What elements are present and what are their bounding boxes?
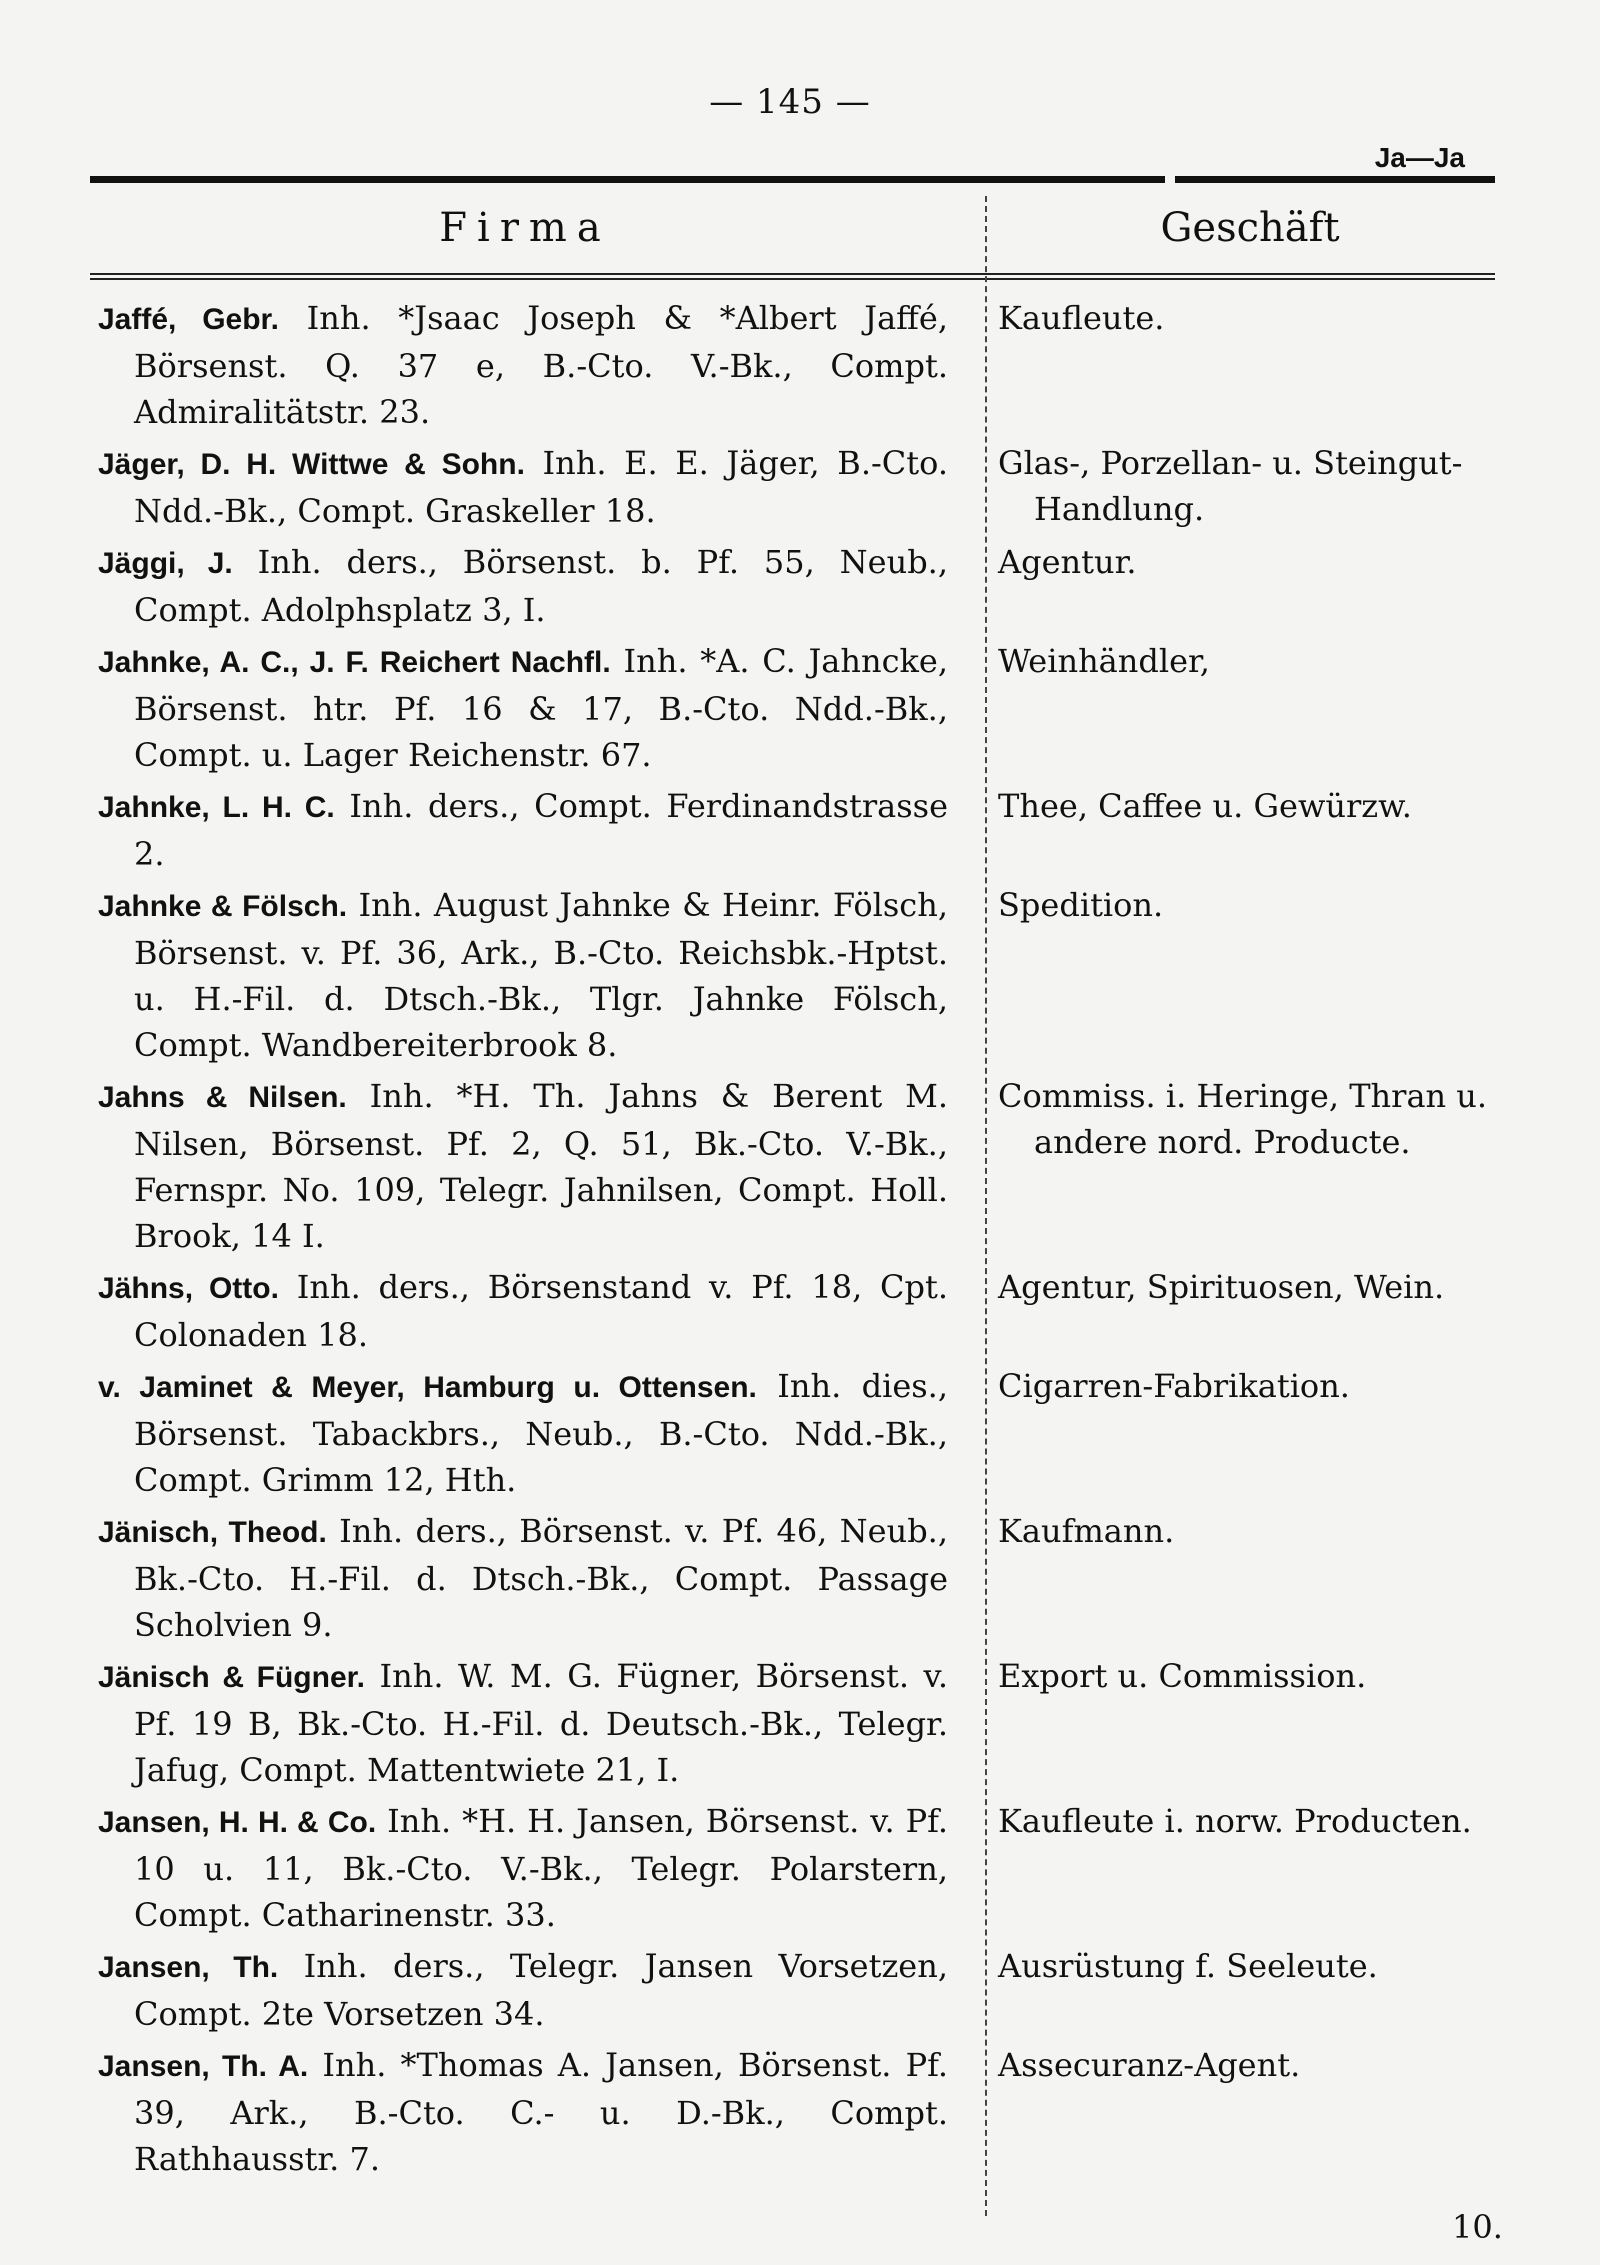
entry-firm — [98, 1363, 948, 1503]
column-heading-firma: Firma — [439, 205, 611, 251]
firm-name: Jahnke & Fölsch. — [98, 890, 348, 923]
alphabet-range-label: Ja—Ja — [1374, 142, 1465, 173]
heading-double-rule — [90, 273, 1495, 280]
entry-business: Cigarren-Fabrikation. — [998, 1367, 1350, 1405]
entry-business: Spedition. — [998, 886, 1164, 924]
entry-business: Agentur. — [998, 543, 1137, 581]
firm-name: Jansen, Th. — [98, 1951, 279, 1984]
entry-business: Ausrüstung f. Seeleute. — [998, 1947, 1378, 1985]
firm-name: Jänisch & Fügner. — [98, 1661, 365, 1694]
entry-business: Kaufmann. — [998, 1512, 1175, 1550]
firm-name: Jähns, Otto. — [98, 1272, 279, 1305]
firm-name: Jahnke, L. H. C. — [98, 791, 335, 824]
directory-entry — [98, 638, 1538, 778]
firm-details: Inh. ders., Börsenst. b. Pf. 55, Neub., Compt. Adolphsplatz 3, I. — [134, 543, 949, 629]
entry-business: Kaufleute. — [998, 299, 1165, 337]
entry-firm — [98, 783, 948, 877]
entry-firm — [98, 1073, 948, 1259]
directory-entry — [98, 1653, 1538, 1793]
firm-name: Jänisch, Theod. — [98, 1516, 327, 1549]
firm-details: Inh. ders., Börsenstand v. Pf. 18, Cpt. Colonaden 18. — [134, 1268, 949, 1354]
entry-business: Glas-, Porzellan- u. Steingut-Handlung. — [998, 444, 1463, 528]
directory-entry — [98, 783, 1538, 877]
header-rule-left — [90, 176, 1165, 183]
entry-firm — [98, 882, 948, 1068]
directory-entry — [98, 882, 1538, 1068]
firm-name: Jäger, D. H. Wittwe & Sohn. — [98, 448, 525, 481]
firm-name: Jahnke, A. C., J. F. Reichert Nachfl. — [98, 646, 611, 679]
directory-entry — [98, 1508, 1538, 1648]
entry-firm — [98, 1264, 948, 1358]
firm-details: Inh. *H. Th. Jahns & Berent M. Nilsen, Börsenst. Pf. 2, Q. 51, Bk.-Cto. V.-Bk., Fernspr. No. 109, Telegr. Jahnilsen, Compt. Holl. Brook, 14 I. — [134, 1077, 949, 1255]
directory-entry — [98, 2042, 1538, 2182]
entry-business: Export u. Commission. — [998, 1657, 1367, 1695]
firm-name: Jansen, H. H. & Co. — [98, 1806, 377, 1839]
firm-name: v. Jaminet & Meyer, Hamburg u. Ottensen. — [98, 1371, 757, 1404]
firm-details: Inh. August Jahnke & Heinr. Fölsch, Börsenst. v. Pf. 36, Ark., B.-Cto. Reichsbk.-Hptst. u. H.-Fil. d. Dtsch.-Bk., Tlgr. Jahnke Fölsch, Compt. Wandbereiterbrook 8. — [134, 886, 949, 1064]
firm-name: Jahns & Nilsen. — [98, 1081, 347, 1114]
entry-business: Thee, Caffee u. Gewürzw. — [998, 787, 1412, 825]
firm-name: Jaffé, Gebr. — [98, 303, 279, 336]
header-rule-right — [1175, 176, 1495, 183]
directory-entry — [98, 440, 1538, 534]
page-number: — 145 — — [709, 82, 871, 122]
entry-firm — [98, 295, 948, 435]
directory-entry — [98, 1943, 1538, 2037]
entry-firm — [98, 2042, 948, 2182]
directory-entries — [98, 295, 1538, 2187]
directory-entry — [98, 1798, 1538, 1938]
firm-details: Inh. *A. C. Jahncke, Börsenst. htr. Pf. 16 & 17, B.-Cto. Ndd.-Bk., Compt. u. Lager Reichenstr. 67. — [134, 642, 949, 774]
column-heading-geschaeft: Geschäft — [1160, 205, 1340, 251]
firm-name: Jansen, Th. A. — [98, 2050, 309, 2083]
firm-details: Inh. ders., Börsenst. v. Pf. 46, Neub., Bk.-Cto. H.-Fil. d. Dtsch.-Bk., Compt. Passage Scholvien 9. — [134, 1512, 949, 1644]
entry-firm — [98, 638, 948, 778]
firm-details: Inh. dies., Börsenst. Tabackbrs., Neub., B.-Cto. Ndd.-Bk., Compt. Grimm 12, Hth. — [134, 1367, 949, 1499]
entry-firm — [98, 539, 948, 633]
firm-details: Inh. ders., Telegr. Jansen Vorsetzen, Compt. 2te Vorsetzen 34. — [134, 1947, 949, 2033]
entry-business: Agentur, Spirituosen, Wein. — [998, 1268, 1445, 1306]
entry-firm — [98, 1943, 948, 2037]
directory-entry — [98, 539, 1538, 633]
firm-details: Inh. *Thomas A. Jansen, Börsenst. Pf. 39, Ark., B.-Cto. C.- u. D.-Bk., Compt. Rathhausstr. 7. — [134, 2046, 949, 2178]
firm-details: Inh. *Jsaac Joseph & *Albert Jaffé, Börsenst. Q. 37 e, B.-Cto. V.-Bk., Compt. Admiralitätstr. 23. — [134, 299, 948, 431]
directory-entry — [98, 1264, 1538, 1358]
directory-entry — [98, 1073, 1538, 1259]
directory-entry — [98, 295, 1538, 435]
entry-business: Weinhändler, — [998, 642, 1210, 680]
entry-firm — [98, 440, 948, 534]
entry-business: Kaufleute i. norw. Producten. — [998, 1802, 1472, 1840]
sheet-number: 10. — [1452, 2208, 1503, 2246]
entry-firm — [98, 1653, 948, 1793]
entry-firm — [98, 1798, 948, 1938]
entry-business: Commiss. i. Heringe, Thran u. andere nord. Producte. — [998, 1077, 1488, 1161]
firm-name: Jäggi, J. — [98, 547, 233, 580]
entry-business: Assecuranz-Agent. — [998, 2046, 1301, 2084]
firm-details: Inh. *H. H. Jansen, Börsenst. v. Pf. 10 u. 11, Bk.-Cto. V.-Bk., Telegr. Polarstern, Compt. Catharinenstr. 33. — [134, 1802, 948, 1934]
entry-firm — [98, 1508, 948, 1648]
directory-entry — [98, 1363, 1538, 1503]
firm-details: Inh. W. M. G. Fügner, Börsenst. v. Pf. 19 B, Bk.-Cto. H.-Fil. d. Deutsch.-Bk., Telegr. Jafug, Compt. Mattentwiete 21, I. — [134, 1657, 949, 1789]
firm-details: Inh. E. E. Jäger, B.-Cto. Ndd.-Bk., Compt. Graskeller 18. — [134, 444, 949, 530]
firm-details: Inh. ders., Compt. Ferdinandstrasse 2. — [134, 787, 948, 873]
